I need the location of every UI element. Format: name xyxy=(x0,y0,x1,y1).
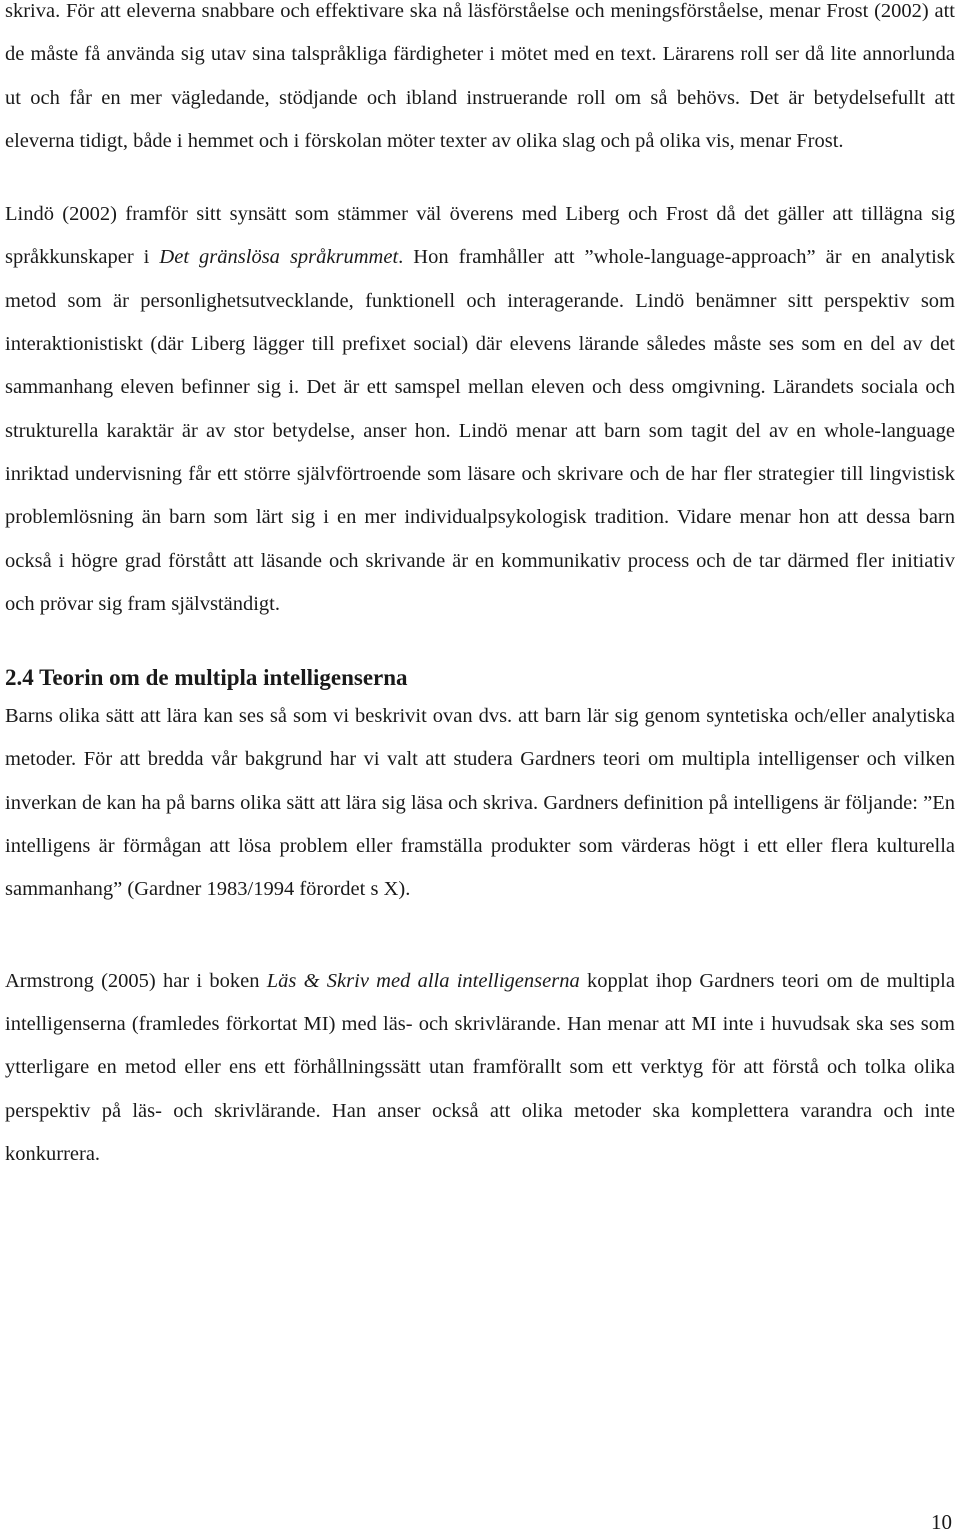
page-number: 10 xyxy=(931,1510,952,1534)
section-heading: 2.4 Teorin om de multipla intelligenserna xyxy=(5,665,408,691)
paragraph-armstrong-text-start: Armstrong (2005) har i boken xyxy=(5,969,267,992)
paragraph-lindo-text-end: . Hon framhåller att ”whole-language-approach” är en analytisk metod som är personlighetsutvecklande, funktionell och interagerande. Lindö benämner sitt perspektiv som interaktionistiskt (där Liberg lägger till prefixet social) där elevens lärande således måste ses som en del av det sammanhang eleven befinner sig i. Det är ett samspel mellan eleven och dess omgivning. Lärandets sociala och strukturella karaktär är av stor betydelse, anser hon. Lindö menar att barn som tagit del av en whole-language inriktad undervisning får ett större självförtroende som läsare och skrivare och de har fler strategier till lingvistisk problemlösning än barn som lärt sig i en mer individualpsykologisk tradition. Vidare menar hon att dessa barn också i högre grad förstått att läsande och skrivande är en kommunikativ process och de tar därmed fler initiativ och prövar sig fram självständigt. xyxy=(5,246,955,615)
paragraph-frost: skriva. För att eleverna snabbare och effektivare ska nå läsförståelse och meningsförståelse, menar Frost (2002) att de måste få använda sig utav sina talspråkliga färdigheter i mötet med en text. Lärarens roll ser då lite annorlunda ut och får en mer vägledande, stödjande och ibland instruerande roll om så behövs. Det är betydelsefullt att eleverna tidigt, både i hemmet och i förskolan möter texter av olika slag och på olika vis, menar Frost. xyxy=(5,0,955,152)
paragraph-armstrong-text-end: kopplat ihop Gardners teori om de multipla intelligenserna (framledes förkortat MI) med läs- och skrivlärande. Han menar att MI inte i huvudsak ska ses som ytterligare en metod eller ens ett förhållningssätt utan framförallt som ett verktyg för att förstå och tolka olika perspektiv på läs- och skrivlärande. Han anser också att olika metoder ska komplettera varandra och inte konkurrera. xyxy=(5,969,955,1165)
paragraph-lindo xyxy=(5,193,955,626)
paragraph-gardner: Barns olika sätt att lära kan ses så som vi beskrivit ovan dvs. att barn lär sig genom syntetiska och/eller analytiska metoder. För att bredda vår bakgrund har vi valt att studera Gardners teori om multipla intelligenser och vilken inverkan de kan ha på barns olika sätt att lära sig läsa och skriva. Gardners definition på intelligens är följande: ”En intelligens är förmågan att lösa problem eller framställa produkter som värderas högt i ett eller flera kulturella sammanhang” (Gardner 1983/1994 förordet s X). xyxy=(5,705,955,901)
document-page xyxy=(5,0,955,1176)
paragraph-armstrong xyxy=(5,960,955,1176)
book-title-las-och-skriv: Läs & Skriv med alla intelligenserna xyxy=(266,969,580,992)
paragraph-lindo-text-start: Lindö (2002) framför sitt synsätt som stämmer väl överens med Liberg och Frost då det gäller att tillägna sig språkkunskaper i xyxy=(5,203,955,269)
book-title-det-granslosa-sprakrummet: Det gränslösa språkrummet xyxy=(159,246,399,269)
